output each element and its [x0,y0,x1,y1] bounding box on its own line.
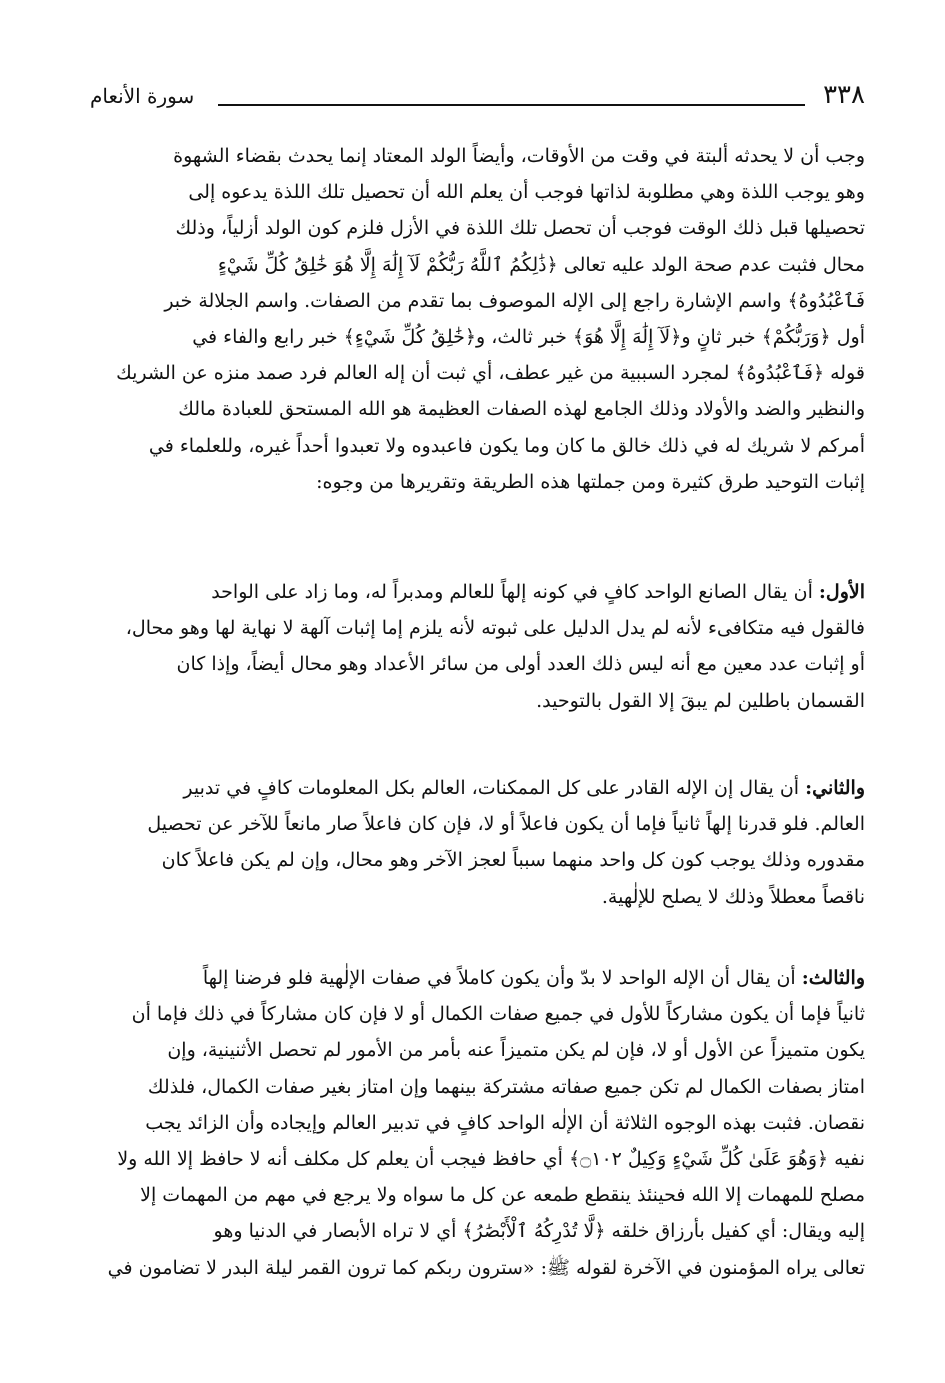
header-rule [218,104,805,106]
text-line [85,574,865,610]
text-line: تحصيلها قبل ذلك الوقت فوجب أن تحصل تلك اللذة في الأزل فلزم كون الولد أزلياً، وذلك [175,217,865,240]
text-line: أو إثبات عدد معين مع أنه ليس ذلك العدد أولى من سائر الأعداد وهو محال أيضاً، وإذا كان [176,653,865,676]
text-line: قوله ﴿فَٱعْبُدُوهُ﴾ لمجرد السببية من غير عطف، أي ثبت أن إله العالم فرد صمد منزه عن الشريك [116,362,865,385]
text-line: العالم. فلو قدرنا إلهاً ثانياً فإما أن يكون فاعلاً أو لا، فإن كان فاعلاً صار مانعاً للآخر عن تحصيل [147,813,865,836]
proof-lead-second: والثاني: [805,777,865,799]
text-line [85,770,865,806]
text-line: أمركم لا شريك له في ذلك خالق ما كان وما يكون فاعبدوه ولا تعبدوا أحداً غيره، وللعلماء في [148,434,865,457]
paragraph-second-proof [85,770,865,915]
surah-title: سورة الأنعام [90,84,195,108]
text-line: إليه ويقال: أي كفيل بأرزاق خلقه ﴿لَّا تُدْرِكُهُ ٱلْأَبْصَٰرُ﴾ أي لا تراه الأبصار في الدنيا وهو [213,1220,865,1243]
text-line: امتاز بصفات الكمال لم تكن جميع صفاته مشتركة بينهما وإن امتاز بغير صفات الكمال، فلذلك [147,1075,865,1098]
page-header [90,80,865,120]
text-line: إثبات التوحيد طرق كثيرة ومن جملتها هذه الطريقة وتقريرها من وجوه: [316,470,865,493]
text-line: يكون متميزاً عن الأول أو لا، فإن لم يكن متميزاً عنه بأمر من الأمور لم تحصل الأثنينية، وإن [167,1039,865,1062]
text-line: أول ﴿وَرَبُّكُمْ﴾ خبر ثانٍ و﴿لَآ إِلَٰهَ إِلَّا هُوَ﴾ خبر ثالث، و﴿خَٰلِقُ كُلِّ شَيْءٍ﴾ خبر رابع والفاء في [192,325,865,348]
proof-lead-third: والثالث: [801,967,865,989]
paragraph-third-proof [85,960,865,1286]
text-line: محال فثبت عدم صحة الولد عليه تعالى ﴿ذَٰلِكُمُ ٱللَّهُ رَبُّكُمْ لَآ إِلَٰهَ إِلَّا هُوَ خَٰلِقُ كُلِّ شَيْءٍ [217,253,865,276]
paragraph-intro [85,138,865,500]
text-line: مقدوره وذلك يوجب كون كل واحد منهما سبباً لعجز الآخر وهو محال، وإن لم يكن فاعلاً كان [161,849,865,872]
text-segment: أن يقال الصانع الواحد كافٍ في كونه إلهاً للعالم ومدبراً له، وما زاد على الواحد [211,581,819,603]
text-line: وجب أن لا يحدثه ألبتة في وقت من الأوقات، وأيضاً الولد المعتاد إنما يحدث بقضاء الشهوة [173,145,865,167]
text-line: فَٱعْبُدُوهُ﴾ واسم الإشارة راجع إلى الإله الموصوف بما تقدم من الصفات. واسم الجلالة خبر [164,289,865,312]
page-number: ٣٣٨ [823,80,865,110]
text-line: فالقول فيه متكافىء لأنه لم يدل الدليل على ثبوته لأنه يلزم إما إثبات آلهة لا نهاية لها وهو محال، [125,617,865,640]
paragraph-first-proof [85,574,865,719]
text-line: القسمان باطلين لم يبقَ إلا القول بالتوحيد. [536,689,865,712]
text-segment: أن يقال إن الإله القادر على كل الممكنات، العالم بكل المعلومات كافٍ في تدبير [183,777,806,799]
text-line: نفيه ﴿وَهُوَ عَلَىٰ كُلِّ شَيْءٍ وَكِيلٌ ۝١٠٢﴾ أي حافظ فيجب أن يعلم كل مكلف أنه لا حافظ إلا الله ولا [117,1147,865,1170]
text-line: مصلح للمهمات إلا الله فحينئذ ينقطع طمعه عن كل ما سواه ولا يرجع في مهم من المهمات إلا [140,1184,865,1207]
text-segment: أن يقال أن الإله الواحد لا بدّ وأن يكون كاملاً في صفات الإلٰهية فلو فرضنا إلهاً [202,967,802,989]
text-line: نقصان. فثبت بهذه الوجوه الثلاثة أن الإلٰه الواحد كافٍ في تدبير العالم وإيجاده وأن الزائد يجب [145,1111,865,1134]
text-line: ثانياً فإما أن يكون مشاركاً للأول في جميع صفات الكمال أو لا فإن كان مشاركاً في ذلك فإما أن [131,1003,865,1026]
proof-lead-first: الأول: [818,581,865,603]
text-line: والنظير والضد والأولاد وذلك الجامع لهذه الصفات العظيمة هو الله المستحق للعبادة مالك [178,398,865,421]
text-line: ناقصاً معطلاً وذلك لا يصلح للإلٰهية. [601,885,865,908]
text-line [85,960,865,996]
text-line: تعالى يراه المؤمنون في الآخرة لقوله ﷺ: «سترون ربكم كما ترون القمر ليلة البدر لا تضامون في [107,1256,865,1279]
text-line: وهو يوجب اللذة وهي مطلوبة لذاتها فوجب أن يعلم الله أن تحصيل تلك اللذة يدعوه إلى [188,181,865,204]
